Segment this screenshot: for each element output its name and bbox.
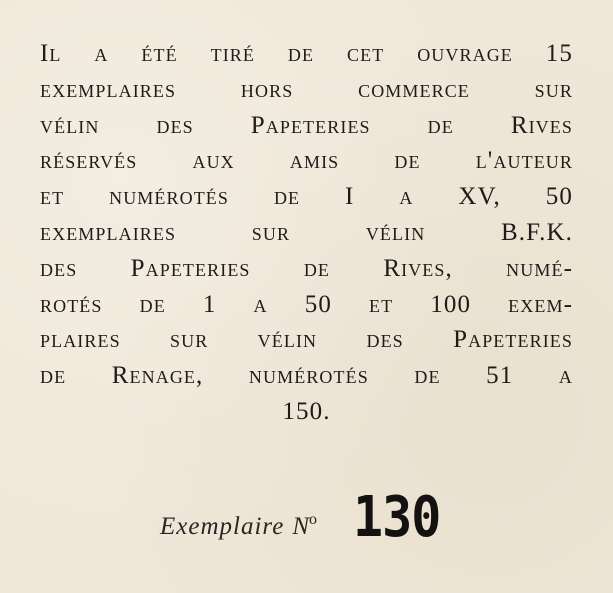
statement-line-5: et numérotés de I a XV, 50 xyxy=(40,183,573,211)
statement-line-3: vélin des Papeteries de Rives xyxy=(40,111,573,139)
stamped-copy-number: 130 xyxy=(353,484,441,550)
statement-line-8: rotés de 1 a 50 et 100 exem- xyxy=(40,290,573,318)
copy-number-line xyxy=(160,484,441,558)
statement-line-10: de Renage, numérotés de 51 a xyxy=(40,362,573,390)
statement-line-1: Il a été tiré de cet ouvrage 15 xyxy=(40,40,573,67)
statement-line-7: des Papeteries de Rives, numé- xyxy=(40,254,573,282)
statement-line-2: exemplaires hors commerce sur xyxy=(40,75,573,103)
limitation-statement xyxy=(40,36,573,430)
number-sign xyxy=(292,511,317,541)
statement-line-9: plaires sur vélin des Papeteries xyxy=(40,326,573,354)
copy-label: Exemplaire xyxy=(160,513,285,540)
statement-line-11: 150. xyxy=(282,397,331,425)
statement-line-6: exemplaires sur vélin B.F.K. xyxy=(40,218,573,246)
number-sign-letter: N xyxy=(292,513,309,540)
number-sign-superscript: o xyxy=(309,511,317,528)
statement-line-4: réservés aux amis de l'auteur xyxy=(40,147,573,175)
